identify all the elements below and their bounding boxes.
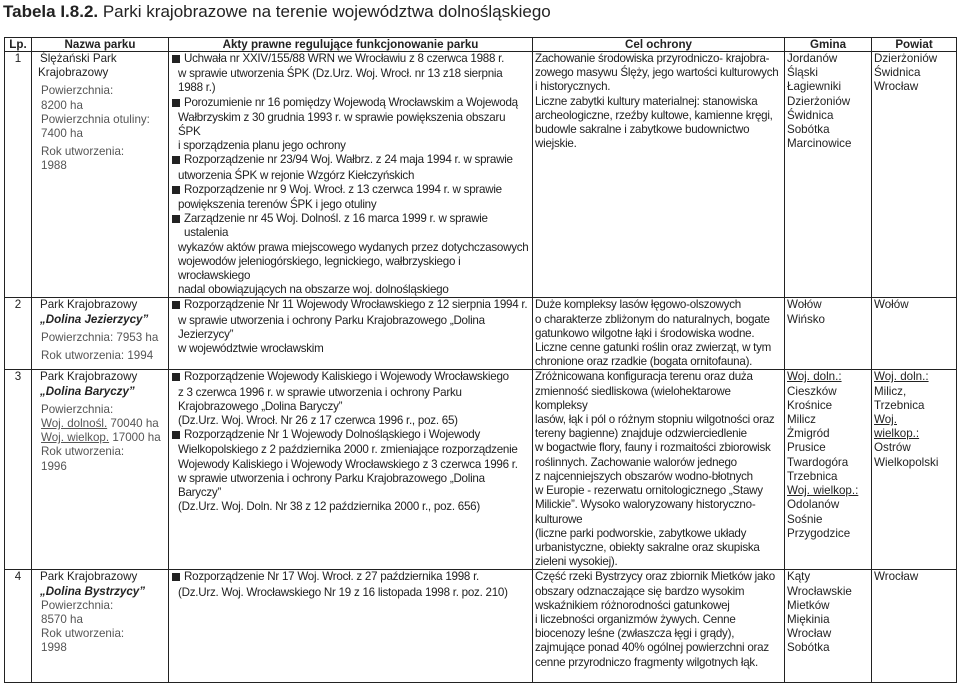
goal-cell xyxy=(533,370,785,570)
gmina-item: Sobótka xyxy=(787,123,830,137)
act-line: wykazów aktów prawa miejscowego wydanych przez dotychczasowych xyxy=(178,240,529,254)
detail-line: 8570 ha xyxy=(41,612,83,626)
act-line: w województwie wrocławskim xyxy=(178,342,324,356)
goal-line: lasów, łąk i pól o różnym stopniu wilgotności oraz xyxy=(535,413,775,427)
powiat-item: Dzierżoniów xyxy=(874,52,938,65)
goal-line: Milickie”. Wysoko waloryzowany historyczno-kulturowe xyxy=(535,498,756,526)
powiat-item: Wrocław xyxy=(874,570,919,584)
act-line: utworzenia ŚPK w rejonie Wzgórz Kiełczyńskich xyxy=(178,168,415,182)
detail-line: 1998 xyxy=(41,641,67,655)
act-line: w sprawie utworzenia i ochrony Parku Krajobrazowego „Dolina Jezierzycy” xyxy=(178,313,485,341)
area-value: 17000 ha xyxy=(109,431,161,445)
detail-line: Powierzchnia otuliny: xyxy=(41,112,150,126)
goal-line: tereny bagienne) znajduje odzwierciedlenie xyxy=(535,427,747,441)
header-name: Nazwa parku xyxy=(32,38,169,52)
gmina-item: Wrocław xyxy=(787,627,832,641)
act-line: wojewodów jeleniogórskiego, legnickiego, wałbrzyskiego i wrocławskiego xyxy=(178,254,461,283)
gmina-item: Żmigród xyxy=(787,427,830,441)
gmina-item: Milicz xyxy=(787,413,816,427)
gmina-item: Cieszków xyxy=(787,384,837,398)
gmina-cell xyxy=(785,52,872,298)
goal-cell xyxy=(533,570,785,683)
powiat-group-label: Woj. xyxy=(874,413,897,427)
act-line: powiększenia terenów ŚPK i jego otuliny xyxy=(178,198,377,212)
gmina-item: Wińsko xyxy=(787,312,826,326)
goal-line: o charakterze zbliżonym do naturalnych, bogate xyxy=(535,312,770,326)
park-name-cell xyxy=(32,298,169,370)
powiat-group-label: wielkop.: xyxy=(874,427,920,441)
gmina-item: Sobótka xyxy=(787,641,830,655)
gmina-item: Wołów xyxy=(787,298,822,312)
goal-line: archeologiczne, rzeźby kultowe, kamienne kręgi, xyxy=(535,108,773,122)
row-number: 1 xyxy=(5,52,32,298)
bullet-icon xyxy=(171,153,184,168)
table-caption: Parki krajobrazowe na terenie województwa dolnośląskiego xyxy=(98,2,551,21)
goal-line: Zróżnicowana konfiguracja terenu oraz duża xyxy=(535,370,753,384)
table-row xyxy=(5,52,957,298)
park-name: Park Krajobrazowy xyxy=(40,570,138,584)
gmina-item: Dzierżoniów xyxy=(787,94,851,108)
acts-cell xyxy=(169,298,533,370)
gmina-item: Kąty Wrocławskie xyxy=(787,570,852,598)
powiat-cell xyxy=(872,52,957,298)
act-line: Wielkopolskiego z 2 października 2000 r. zmieniające rozporządzenie xyxy=(178,443,518,457)
goal-line: wiejskie. xyxy=(535,137,577,151)
gmina-item: Prusice xyxy=(787,441,826,455)
park-name: Park Krajobrazowy xyxy=(40,370,138,384)
detail-line: 1996 xyxy=(41,459,67,473)
powiat-group-label: Woj. doln.: xyxy=(874,370,929,384)
detail-line: Powierzchnia: xyxy=(41,598,114,612)
area-value: 70040 ha xyxy=(107,417,159,431)
table-title xyxy=(3,2,551,22)
goal-line: zajmujące ponad 40% ogólnej powierzchni oraz xyxy=(535,641,769,655)
header-row xyxy=(5,38,957,52)
gmina-item: Miękinia xyxy=(787,612,830,626)
detail-line: Powierzchnia: xyxy=(41,84,114,98)
header-powiat: Powiat xyxy=(872,38,957,52)
bullet-icon xyxy=(171,370,184,385)
powiat-item: Świdnica xyxy=(874,66,921,80)
act-line: Rozporządzenie Nr 1 Wojewody Dolnośląskiego i Wojewody xyxy=(184,428,481,442)
goal-line: w bogactwie flory, fauny i rozmaitości zbiorowisk xyxy=(535,441,771,455)
powiat-cell xyxy=(872,570,957,683)
act-line: Rozporządzenie nr 23/94 Woj. Wałbrz. z 24 maja 1994 r. w sprawie xyxy=(184,153,513,167)
park-name-line2: „Dolina Bystrzycy” xyxy=(40,584,146,598)
goal-line: Duże kompleksy lasów łęgowo-olszowych xyxy=(535,298,741,312)
gmina-cell xyxy=(785,298,872,370)
park-name-line2: „Dolina Baryczy” xyxy=(40,384,135,398)
table-number: Tabela I.8.2. xyxy=(3,2,99,21)
powiat-cell xyxy=(872,298,957,370)
detail-line: Rok utworzenia: xyxy=(41,145,125,159)
act-line: (Dz.Urz. Woj. Doln. Nr 38 z 12 października 2000 r., poz. 656) xyxy=(178,500,480,514)
detail-line: 1988 xyxy=(41,159,67,173)
powiat-item: Milicz, xyxy=(874,384,907,398)
gmina-item: Krośnice xyxy=(787,398,833,412)
act-line: Rozporządzenie Wojewody Kaliskiego i Wojewody Wrocławskiego xyxy=(184,370,509,384)
powiat-item: Trzebnica xyxy=(874,398,925,412)
detail-line: Rok utworzenia: xyxy=(41,627,125,641)
act-line: i sporządzenia planu jego ochrony xyxy=(178,139,346,153)
goal-line: wskaźnikiem różnorodności gatunkowej xyxy=(535,598,730,612)
powiat-item: Ostrów xyxy=(874,441,911,455)
act-line: Porozumienie nr 16 pomiędzy Wojewodą Wrocławskim a Wojewodą xyxy=(184,95,518,109)
gmina-cell xyxy=(785,370,872,570)
goal-line: i liczebności organizmów żywych. Cenne xyxy=(535,612,736,626)
table-row xyxy=(5,370,957,570)
act-line: Uchwała nr XXIV/155/88 WRN we Wrocławiu z 8 czerwca 1988 r. xyxy=(184,52,505,65)
act-line: w sprawie utworzenia i ochrony Parku Krajobrazowego „Dolina Baryczy” xyxy=(178,471,485,500)
row-number: 4 xyxy=(5,570,32,683)
goal-line: gatunkowo wilgotne łąki i środowiska wodne. xyxy=(535,326,755,340)
goal-line: z najcenniejszych obszarów wodno-błotnych xyxy=(535,469,753,483)
goal-line: Zachowanie środowiska przyrodniczo- krajobra- xyxy=(535,52,770,65)
detail-line: Rok utworzenia: 1994 xyxy=(41,349,154,363)
gmina-item: Sośnie xyxy=(787,512,823,526)
gmina-item: Marcinowice xyxy=(787,137,852,151)
goal-line: budowle sakralne i zabytkowe budownictwo xyxy=(535,123,750,137)
bullet-icon xyxy=(171,570,184,585)
gmina-item: Odolanów xyxy=(787,498,840,512)
goal-line: i historycznych. xyxy=(535,80,611,94)
powiat-cell xyxy=(872,370,957,570)
header-acts: Akty prawne regulujące funkcjonowanie parku xyxy=(169,38,533,52)
park-name: Park Krajobrazowy xyxy=(40,298,138,312)
detail-line xyxy=(34,417,166,431)
gmina-group-label: Woj. wielkop.: xyxy=(787,484,859,498)
parks-table xyxy=(4,37,957,683)
park-name: Ślężański Park xyxy=(40,52,117,65)
goal-line: zowego masywu Ślęży, jego wartości kulturowych xyxy=(535,66,779,80)
detail-line: Rok utworzenia: xyxy=(41,445,125,459)
header-gmina: Gmina xyxy=(785,38,872,52)
gmina-item: Twardogóra xyxy=(787,455,849,469)
voivodeship-label: Woj. dolnośl. xyxy=(41,417,108,431)
detail-line: Powierzchnia: 7953 ha xyxy=(41,330,159,344)
header-goal: Cel ochrony xyxy=(533,38,785,52)
goal-cell xyxy=(533,298,785,370)
bullet-icon xyxy=(171,183,184,198)
goal-line: (liczne parki podworskie, zabytkowe układy xyxy=(535,526,747,540)
act-line: Wojewody Kaliskiego i Wojewody Wrocławskiego z 3 czerwca 1996 r. xyxy=(178,457,518,471)
act-line: z 3 czerwca 1996 r. w sprawie utworzenia i ochrony Parku xyxy=(178,385,462,399)
row-number: 3 xyxy=(5,370,32,570)
goal-line: biocenozy leśne (zwłaszcza łęgi i grądy), xyxy=(535,627,735,641)
park-name-cell xyxy=(32,52,169,298)
detail-line: Powierzchnia: xyxy=(41,402,114,416)
goal-line: roślinnych. Zachowanie walorów jednego xyxy=(535,455,737,469)
goal-line: zieleni wysokiej). xyxy=(535,555,618,569)
act-line: Rozporządzenie Nr 11 Wojewody Wrocławskiego z 12 sierpnia 1994 r. xyxy=(184,298,528,312)
bullet-icon xyxy=(171,96,184,111)
park-name-line2: Krajobrazowy xyxy=(38,66,109,80)
act-line: (Dz.Urz. Woj. Wrocławskiego Nr 19 z 16 listopada 1998 r. poz. 210) xyxy=(178,585,508,599)
gmina-item: Łagiewniki xyxy=(787,80,842,94)
goal-line: zmienność siedliskowa (wielohektarowe kompleksy xyxy=(535,384,731,412)
acts-cell xyxy=(169,370,533,570)
gmina-item: Przygodzice xyxy=(787,526,851,540)
detail-line: 8200 ha xyxy=(41,98,83,112)
goal-line: chronione oraz rzadkie (bogata ornitofauna). xyxy=(535,355,753,369)
gmina-item: Mietków xyxy=(787,598,830,612)
acts-cell xyxy=(169,52,533,298)
act-line: Rozporządzenie nr 9 Woj. Wrocł. z 13 czerwca 1994 r. w sprawie xyxy=(184,182,502,196)
detail-line xyxy=(34,431,166,445)
table-row xyxy=(5,570,957,683)
bullet-icon xyxy=(171,52,184,67)
table-row xyxy=(5,298,957,370)
park-name-cell xyxy=(32,370,169,570)
acts-cell xyxy=(169,570,533,683)
detail-line: 7400 ha xyxy=(41,127,83,141)
goal-cell xyxy=(533,52,785,298)
goal-line: w Europie - rezerwatu ornitologicznego „Stawy xyxy=(535,484,763,498)
goal-line: obszary odznaczające się bardzo wysokim xyxy=(535,584,745,598)
goal-line: Liczne cenne gatunki roślin oraz zwierząt, w tym xyxy=(535,341,772,355)
park-name-cell xyxy=(32,570,169,683)
act-line: Zarządzenie nr 45 Woj. Dolnośl. z 16 marca 1999 r. w sprawie ustalenia xyxy=(184,212,488,240)
park-name-line2: „Dolina Jezierzycy” xyxy=(40,312,149,326)
bullet-icon xyxy=(171,428,184,443)
act-line: Wałbrzyskim z 30 grudnia 1993 r. w sprawie powiększenia obszaru ŚPK xyxy=(178,110,506,139)
gmina-item: Świdnica xyxy=(787,108,834,122)
goal-line: Część rzeki Bystrzycy oraz zbiornik Mietków jako xyxy=(535,570,775,584)
act-line: (Dz.Urz. Woj. Wrocł. Nr 26 z 17 czerwca 1996 r., poz. 65) xyxy=(178,414,458,428)
goal-line: Liczne zabytki kultury materialnej: stanowiska xyxy=(535,94,758,108)
goal-line: cenne przyrodniczo fragmenty wilgotnych łąk. xyxy=(535,655,758,669)
act-line: nadal obowiązujących na obszarze woj. dolnośląskiego xyxy=(178,283,449,297)
gmina-cell xyxy=(785,570,872,683)
bullet-icon xyxy=(171,298,184,313)
voivodeship-label: Woj. wielkop. xyxy=(41,431,110,445)
header-lp: Lp. xyxy=(5,38,32,52)
powiat-item: Wołów xyxy=(874,298,909,312)
goal-line: urbanistyczne, obiekty sakralne oraz skupiska xyxy=(535,540,760,554)
bullet-icon xyxy=(171,212,184,240)
gmina-group-label: Woj. doln.: xyxy=(787,370,842,384)
act-line: w sprawie utworzenia ŚPK (Dz.Urz. Woj. Wrocł. nr 13 z18 sierpnia 1988 r.) xyxy=(178,67,503,95)
act-line: Rozporządzenie Nr 17 Woj. Wrocł. z 27 października 1998 r. xyxy=(184,570,480,584)
gmina-item: Jordanów Śląski xyxy=(787,52,838,80)
gmina-item: Trzebnica xyxy=(787,469,838,483)
row-number: 2 xyxy=(5,298,32,370)
powiat-item: Wrocław xyxy=(874,80,919,94)
act-line: Krajobrazowego „Dolina Baryczy” xyxy=(178,399,343,413)
powiat-item: Wielkopolski xyxy=(874,455,939,469)
